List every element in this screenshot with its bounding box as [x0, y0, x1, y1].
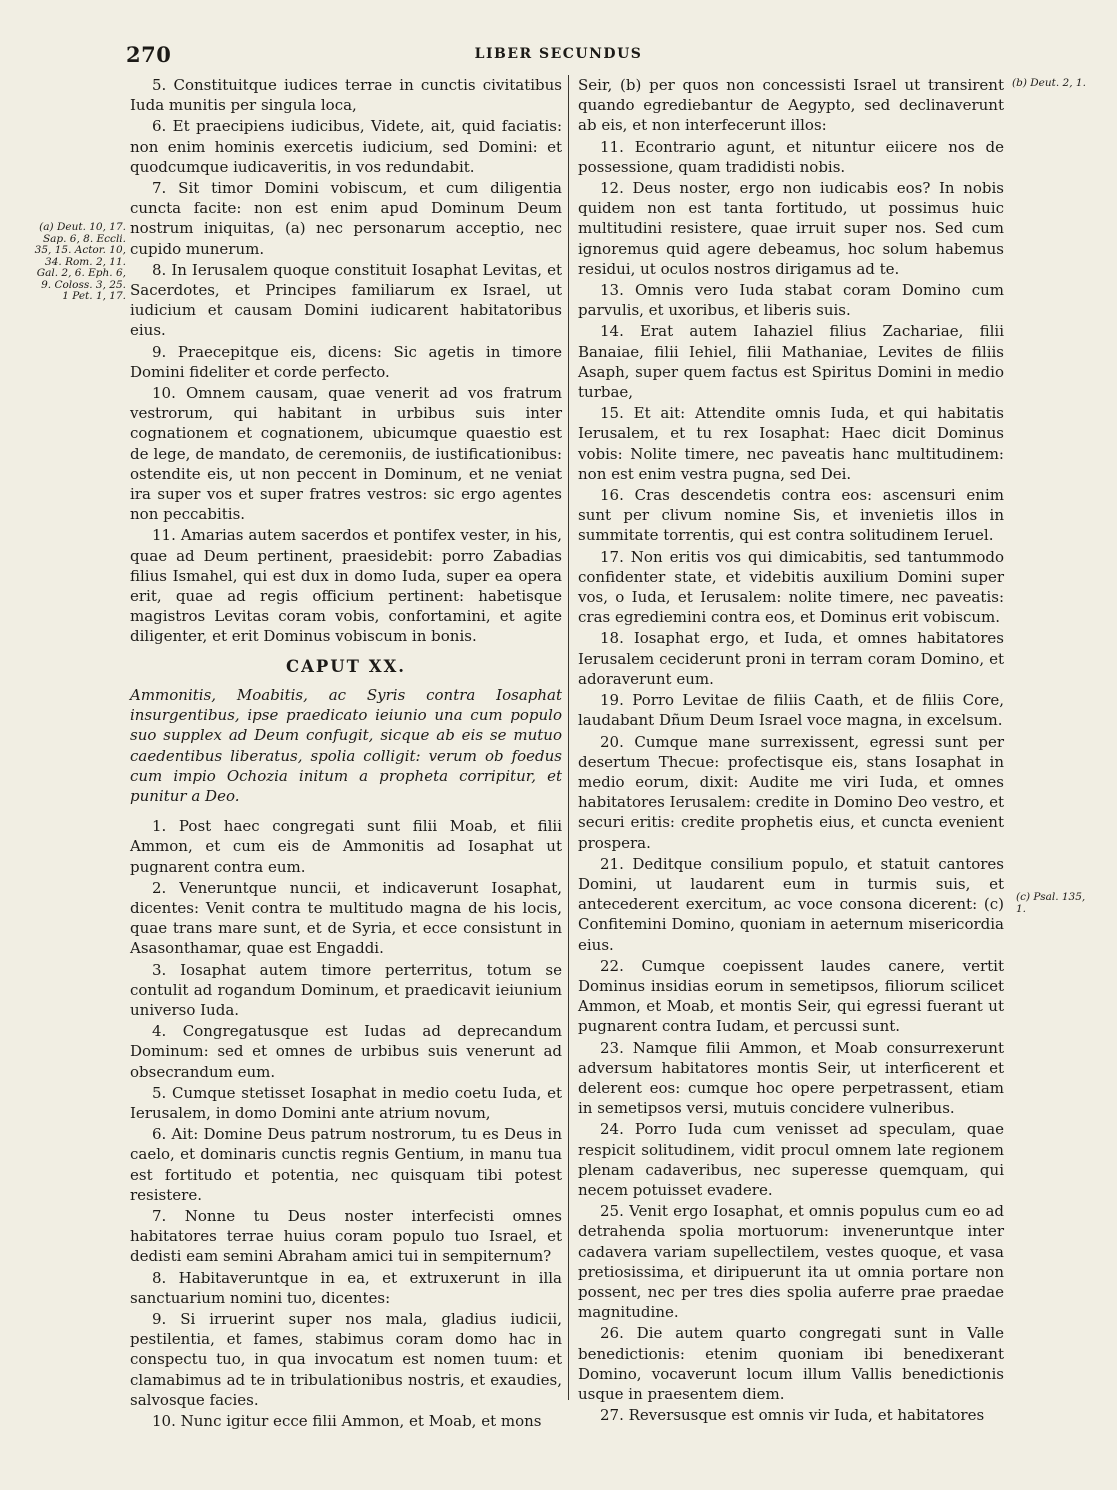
margin-note-b: (b) Deut. 2, 1. [1012, 77, 1086, 89]
right-column [578, 75, 1004, 1426]
chapter-summary: Ammonitis, Moabitis, ac Syris contra Iosaphat insurgentibus, ipse praedicato ieiunio una cum populo suo supplex ad Deum confugit, sicque ab eis se mutuo caedentibus liberatus, spolia colligit: verum ob foedus cum impio Ochozia initum a propheta corripitur, et punitur a Deo. [130, 685, 562, 805]
running-title: LIBER SECUNDUS [474, 46, 643, 62]
verse: 8. Habitaveruntque in ea, et extruxerunt in illa sanctuarium nomini tuo, dicentes: [130, 1268, 562, 1307]
verse: 27. Reversusque est omnis vir Iuda, et habitatores [600, 1406, 985, 1425]
verse: 6. Et praecipiens iudicibus, Videte, ait, quid faciatis: non enim hominis exercetis iudicium, sed Domini: et quodcumque iudicaveritis, in vos redundabit. [130, 117, 562, 176]
left-column [130, 75, 562, 1432]
verse: 22. Cumque coepissent laudes canere, vertit Dominus insidias eorum in semetipsos, filiorum scilicet Ammon, et Moab, et montis Seir, qui egressi fuerant ut pugnarent contra Iudam, et percussi sunt. [578, 956, 1004, 1036]
verse: 10. Omnem causam, quae venerit ad vos fratrum vestrorum, qui habitant in urbibus suis inter cognationem et cognationem, ubicumque quaestio est de lege, de mandato, de ceremoniis, de iustificationibus: ostendite eis, ut non peccent in Dominum, et ne veniat ira super vos et super fratres vestros: sic ergo agentes non peccabitis. [130, 384, 562, 524]
column-rule [568, 75, 569, 1400]
verse: 24. Porro Iuda cum venisset ad speculam, quae respicit solitudinem, vidit procul omnem late regionem plenam cadaveribus, nec superesse quemquam, qui necem potuisset evadere. [578, 1120, 1004, 1199]
verse: 6. Ait: Domine Deus patrum nostrorum, tu es Deus in caelo, et dominaris cunctis regnis Gentium, in manu tua est fortitudo et potentia, nec quisquam tibi potest resistere. [130, 1125, 562, 1204]
verse: 25. Venit ergo Iosaphat, et omnis populus cum eo ad detrahenda spolia mortuorum: inveneruntque inter cadavera variam supellectilem, vestes quoque, et vasa pretiosissima, et diripuerunt ita ut omnia portare non possent, nec per tres dies spolia auferre prae praedae magnitudine. [578, 1202, 1004, 1322]
verse: 17. Non eritis vos qui dimicabitis, sed tantummodo confidenter state, et videbitis auxilium Domini super vos, o Iuda, et Ierusalem: nolite timere, nec paveatis: cras egrediemini contra eos, et Dominus erit vobiscum. [578, 547, 1004, 627]
verse: 23. Namque filii Ammon, et Moab consurrexerunt adversum habitatores montis Seir, ut interficerent et delerent eos: cumque hoc opere perpetrassent, etiam in semetipsos versi, mutuis conciderе vulneribus. [578, 1038, 1004, 1118]
verse: 1. Post haec congregati sunt filii Moab, et filii Ammon, et cum eis de Ammonitis ad Iosaphat ut pugnarent contra eum. [130, 817, 562, 876]
verse: 13. Omnis vero Iuda stabat coram Domino cum parvulis, et uxoribus, et liberis suis. [578, 281, 1004, 320]
verse: 26. Die autem quarto congregati sunt in Valle benedictionis: etenim quoniam ibi benedixerant Domino, vocaverunt locum illum Vallis benedictionis usque in praesentem diem. [578, 1324, 1004, 1403]
verse: 3. Iosaphat autem timore perterritus, totum se contulit ad rogandum Dominum, et praedicavit ieiunium universo Iuda. [130, 960, 562, 1019]
verse: 18. Iosaphat ergo, et Iuda, et omnes habitatores Ierusalem ceciderunt proni in terram coram Domino, et adoraverunt eum. [578, 629, 1004, 688]
chapter-title: CAPUT XX. [285, 656, 407, 676]
margin-note-a: (a) Deut. 10, 17. Sap. 6, 8. Eccli. 35, 15. Actor. 10, 34. Rom. 2, 11. Gal. 2, 6. Eph. 6, 9. Coloss. 3, 25. 1 Pet. 1, 17. [34, 221, 126, 302]
page-number: 270 [126, 42, 172, 67]
verse: 11. Econtrario agunt, et nituntur eiicere nos de possessione, quam tradidisti nobis. [578, 137, 1004, 176]
verse: 7. Sit timor Domini vobiscum, et cum diligentia cuncta facite: non est enim apud Dominum Deum nostrum iniquitas, (a) nec personarum acceptio, nec cupido munerum. [130, 179, 562, 258]
verse: 5. Cumque stetisset Iosaphat in medio coetu Iuda, et Ierusalem, in domo Domini ante atrium novum, [130, 1083, 562, 1122]
verse: 16. Cras descendetis contra eos: ascensuri enim sunt per clivum nomine Sis, et invenietis illos in summitate torrentis, qui est contra solitudinem Ieruel. [578, 486, 1004, 545]
verse: 8. In Ierusalem quoque constituit Iosaphat Levitas, et Sacerdotes, et Principes familiarum ex Israel, ut iudicium et causam Domini iudicarent habitatoribus eius. [130, 260, 562, 340]
verse: 12. Deus noster, ergo non iudicabis eos? In nobis quidem non est tanta fortitudo, ut possimus huic multitudini resistere, quae irruit super nos. Sed cum ignoremus quid agere debeamus, hoc solum habemus residui, ut oculos nostros dirigamus ad te. [578, 179, 1004, 278]
verse: 10. Nunc igitur ecce filii Ammon, et Moab, et mons [152, 1412, 542, 1430]
margin-note-c: (c) Psal. 135, 1. [1016, 891, 1086, 915]
verse: Seir, (b) per quos non concessisti Israel ut transirent quando egrediebantur de Aegypto, sed declinaverunt ab eis, et non interfecerunt illos: [578, 76, 1004, 135]
verse: 4. Congregatusque est Iudas ad deprecandum Dominum: sed et omnes de urbibus suis venerunt ad obsecrandum eum. [130, 1022, 562, 1081]
verse: 2. Veneruntque nuncii, et indicaverunt Iosaphat, dicentes: Venit contra te multitudo magna de his locis, quae trans mare sunt, et de Syria, et ecce consistunt in Asasonthamar, quae est Engaddi. [130, 878, 562, 958]
verse: 20. Cumque mane surrexissent, egressi sunt per desertum Thecue: profectisque eis, stans Iosaphat in medio eorum, dixit: Audite me viri Iuda, et omnes habitatores Ierusalem: credite in Domino Deo vestro, et securi eritis: credite prophetis eius, et cuncta evenient prospera. [578, 732, 1004, 852]
verse: 11. Amarias autem sacerdos et pontifex vester, in his, quae ad Deum pertinent, praesidebit: porro Zabadias filius Ismahel, qui est dux in domo Iuda, super ea opera erit, quae ad regis officium pertinent: habetisque magistros Levitas coram vobis, confortamini, et agite diligenter, et erit Dominus vobiscum in bonis. [130, 526, 562, 646]
verse: 14. Erat autem Iahaziel filius Zachariae, filii Banaiae, filii Iehiel, filii Mathaniae, Levites de filiis Asaph, super quem factus est Spiritus Domini in medio turbae, [578, 322, 1004, 402]
verse: 5. Constituitque iudices terrae in cunctis civitatibus Iuda munitis per singula loca, [130, 76, 562, 115]
verse: 9. Praecepitque eis, dicens: Sic agetis in timore Domini fideliter et corde perfecto. [130, 342, 562, 381]
verse: 19. Porro Levitae de filiis Caath, et de filiis Core, laudabant Dñum Deum Israel voce magna, in excelsum. [578, 691, 1004, 730]
verse: 21. Deditque consilium populo, et statuit cantores Domini, ut laudarent eum in turmis suis, et antecederent exercitum, ac voce consona dicerent: (c) Confitemini Domino, quoniam in aeternum misericordia eius. [578, 854, 1004, 954]
verse: 7. Nonne tu Deus noster interfecisti omnes habitatores terrae huius coram populo tuo Israel, et dedisti eam semini Abraham amici tui in sempiternum? [130, 1206, 562, 1266]
verse: 9. Si irruerint super nos mala, gladius iudicii, pestilentia, et fames, stabimus coram domo hac in conspectu tuo, in qua invocatum est nomen tuum: et clamabimus ad te in tribulationibus nostris, et exaudies, salvosque facies. [130, 1309, 562, 1409]
verse: 15. Et ait: Attendite omnis Iuda, et qui habitatis Ierusalem, et tu rex Iosaphat: Haec dicit Dominus vobis: Nolite timere, nec paveatis hanc multitudinem: non est enim vestra pugna, sed Dei. [578, 404, 1004, 483]
